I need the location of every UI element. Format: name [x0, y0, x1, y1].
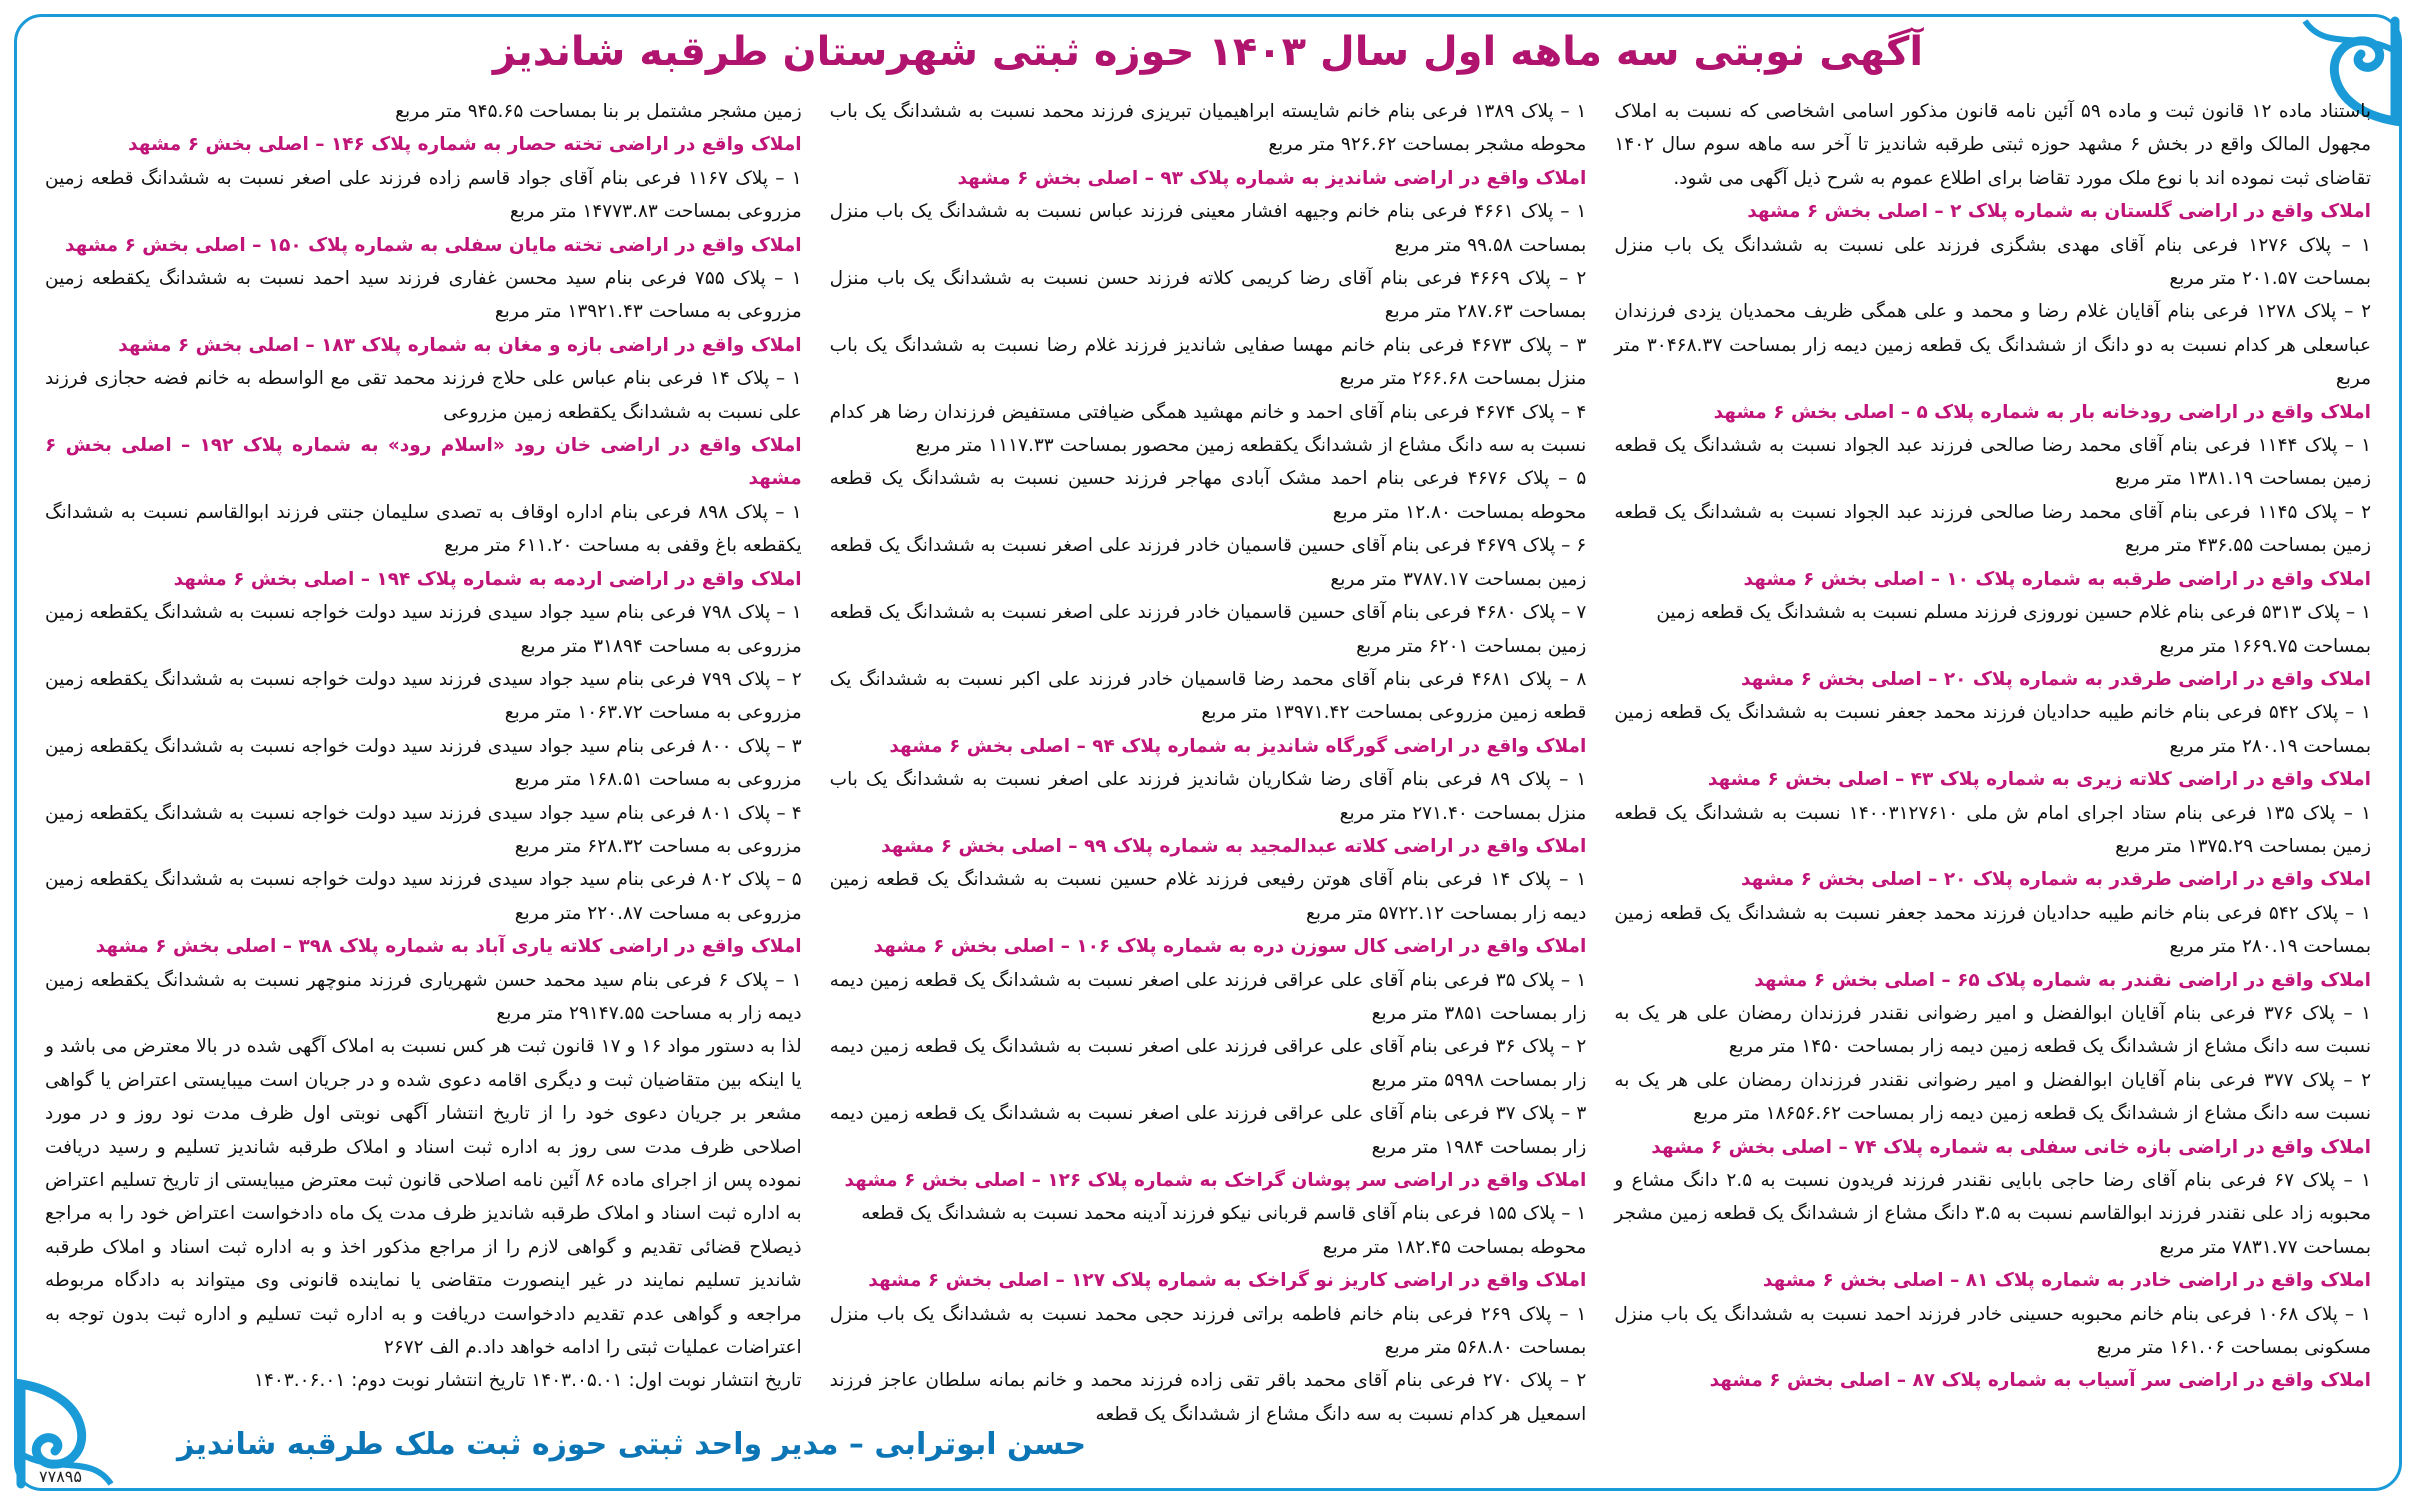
- paragraph: باستناد ماده ۱۲ قانون ثبت و ماده ۵۹ آئین نامه قانون مذکور اسامی اشخاصی که نسبت به املاک مجهول المالک واقع در بخش ۶ مشهد حوزه ثبتی طرقبه شاندیز تا آخر سه ماهه سوم سال ۱۴۰۲ تقاضای ثبت نموده اند با نوع ملک مورد تقاضا برای اطلاع عموم به شرح ذیل آگهی می شود.: [1614, 101, 2372, 189]
- paragraph: ۱ – پلاک ۶ فرعی بنام سید محمد حسن شهریاری فرزند منوچهر نسبت به ششدانگ یکقطعه زمین دیمه زار به مساحت ۲۹۱۴۷.۵۵ متر مربع: [44, 969, 802, 1024]
- paragraph: ۱ – پلاک ۳۵ فرعی بنام آقای علی عراقی فرزند علی اصغر نسبت به ششدانگ یک قطعه زمین دیمه زار بمساحت ۳۸۵۱ متر مربع: [829, 969, 1587, 1024]
- ad-columns: [44, 95, 2372, 1425]
- paragraph: ۱ – پلاک ۷۹۸ فرعی بنام سید جواد سیدی فرزند سید دولت خواجه نسبت به ششدانگ یکقطعه زمین مزروعی به مساحت ۳۱۸۹۴ متر مربع: [44, 602, 802, 657]
- section-heading: املاک واقع در اراضی طرقدر به شماره پلاک ۲۰ – اصلی بخش ۶ مشهد: [1740, 668, 2371, 690]
- paragraph: ۲ – پلاک ۷۹۹ فرعی بنام سید جواد سیدی فرزند سید دولت خواجه نسبت به ششدانگ یکقطعه زمین مزروعی به مساحت ۱۰۶۳.۷۲ متر مربع: [44, 668, 802, 724]
- section-heading: املاک واقع در اراضی اردمه به شماره پلاک ۱۹۴ – اصلی بخش ۶ مشهد: [173, 568, 802, 590]
- paragraph: ۵ – پلاک ۴۶۷۶ فرعی بنام احمد مشک آبادی مهاجر فرزند حسین نسبت به ششدانگ یک قطعه محوطه بمساحت ۱۲.۸۰ متر مربع: [829, 468, 1587, 523]
- section-heading: املاک واقع در اراضی خادر به شماره پلاک ۸۱ – اصلی بخش ۶ مشهد: [1762, 1270, 2371, 1292]
- paragraph: ۱ – پلاک ۵۴۲ فرعی بنام خانم طیبه حدادیان فرزند محمد جعفر نسبت به ششدانگ یک قطعه زمین بمساحت ۲۸۰.۱۹ متر مربع: [1614, 902, 2371, 958]
- paragraph: ۱ – پلاک ۴۶۶۱ فرعی بنام خانم وجیهه افشار معینی فرزند عباس نسبت به ششدانگ یک باب منزل بمساحت ۹۹.۵۸ متر مربع: [829, 201, 1587, 256]
- paragraph: ۳ – پلاک ۴۶۷۳ فرعی بنام خانم مهسا صفایی شاندیز فرزند غلام رضا نسبت به ششدانگ یک باب منزل بمساحت ۲۶۶.۶۸ متر مربع: [829, 334, 1587, 390]
- paragraph: ۱ – پلاک ۵۴۲ فرعی بنام خانم طیبه حدادیان فرزند محمد جعفر نسبت به ششدانگ یک قطعه زمین بمساحت ۲۸۰.۱۹ متر مربع: [1614, 702, 2371, 757]
- section-heading: املاک واقع در اراضی کلاته زیری به شماره پلاک ۴۳ – اصلی بخش ۶ مشهد: [1707, 769, 2371, 791]
- section-heading: املاک واقع در اراضی طرقدر به شماره پلاک ۲۰ – اصلی بخش ۶ مشهد: [1740, 869, 2371, 891]
- section-heading: املاک واقع در اراضی گلستان به شماره پلاک ۲ – اصلی بخش ۶ مشهد: [1747, 201, 2371, 223]
- section-heading: املاک واقع در اراضی شاندیز به شماره پلاک ۹۳ – اصلی بخش ۶ مشهد: [957, 167, 1587, 189]
- section-heading: املاک واقع در اراضی بازه و مغان به شماره پلاک ۱۸۳ – اصلی بخش ۶ مشهد: [118, 334, 802, 356]
- section-heading: املاک واقع در اراضی سر آسیاب به شماره پلاک ۸۷ – اصلی بخش ۶ مشهد: [1709, 1370, 2371, 1392]
- column-left: [45, 95, 802, 1396]
- section-heading: املاک واقع در اراضی خان رود «اسلام رود» به شماره پلاک ۱۹۲ – اصلی بخش ۶ مشهد: [44, 435, 802, 490]
- paragraph: ۲ – پلاک ۳۷۷ فرعی بنام آقایان ابوالفضل و امیر رضوانی نقندر فرزندان رمضان علی هر یک به نسبت سه دانگ مشاع از ششدانگ یک قطعه زمین دیمه زار بمساحت ۱۸۶۵۶.۶۲ متر مربع: [1614, 1069, 2371, 1125]
- paragraph: لذا به دستور مواد ۱۶ و ۱۷ قانون ثبت هر کس نسبت به املاک آگهی شده در بالا معترض می باشد و یا اینکه بین متقاضیان ثبت و دیگری اقامه دعوی شده و در جریان است میبایستی اعتراض یا گواهی مشعر بر جریان دعوی خود را از تاریخ انتشار آگهی نوبتی اول ظرف مدت نود روز و در مورد اصلاحی ظرف مدت سی روز به اداره ثبت اسناد و املاک طرقبه شاندیز تسلیم و رسید دریافت نموده پس از اجرای ماده ۸۶ آئین نامه اصلاحی قانون ثبت معترض میبایستی از تاریخ تسلیم اعتراض به اداره ثبت اسناد و املاک طرقبه شاندیز ظرف مدت یک ماه دادخواست اعتراض خود را به مراجع ذیصلاح قضائی تقدیم و گواهی لازم را از مراجع مذکور اخذ و به اداره ثبت اسناد و املاک طرقبه شاندیز تسلیم نمایند در غیر اینصورت متقاضی یا نماینده قانونی وی میتواند به دادگاه مربوطه مراجعه و گواهی عدم تقدیم دادخواست دریافت و به اداره ثبت تسلیم و اداره ثبت بدون توجه به اعتراضات عملیات ثبتی را ادامه خواهد داد.م الف ۲۶۷۲: [44, 1036, 802, 1359]
- column-right: [1614, 95, 2371, 1396]
- section-heading: املاک واقع در اراضی گورگاه شاندیز به شماره پلاک ۹۴ – اصلی بخش ۶ مشهد: [889, 735, 1587, 757]
- section-heading: املاک واقع در اراضی بازه خانی سفلی به شماره پلاک ۷۴ – اصلی بخش ۶ مشهد: [1651, 1136, 2371, 1158]
- ad-title: آگهی نوبتی سه ماهه اول سال ۱۴۰۳ حوزه ثبتی شهرستان طرقبه شاندیز: [492, 29, 1924, 75]
- ad-frame: [14, 14, 2402, 1491]
- paragraph: ۱ – پلاک ۱۴ فرعی بنام عباس علی حلاج فرزند محمد تقی مع الواسطه به خانم فضه حجازی فرزند علی نسبت به ششدانگ یکقطعه زمین مزروعی: [44, 368, 802, 423]
- section-heading: املاک واقع در اراضی رودخانه بار به شماره پلاک ۵ – اصلی بخش ۶ مشهد: [1713, 401, 2371, 423]
- paragraph: ۱ – پلاک ۳۷۶ فرعی بنام آقایان ابوالفضل و امیر رضوانی نقندر فرزندان رمضان علی هر یک به نسبت سه دانگ مشاع از ششدانگ یک قطعه زمین دیمه زار بمساحت ۱۴۵۰ متر مربع: [1614, 1002, 2371, 1058]
- paragraph: ۴ – پلاک ۴۶۷۴ فرعی بنام آقای احمد و خانم مهشید همگی ضیافتی مستفیض فرزندان رضا هر کدام نسبت به سه دانگ مشاع از ششدانگ یکقطعه زمین محصور بمساحت ۱۱۱۷.۳۳ متر مربع: [829, 401, 1587, 457]
- paragraph: ۱ – پلاک ۸۹ فرعی بنام آقای رضا شکاریان شاندیز فرزند علی اصغر نسبت به ششدانگ یک باب منزل بمساحت ۲۷۱.۴۰ متر مربع: [829, 769, 1587, 824]
- section-heading: املاک واقع در اراضی کاریز نو گراخک به شماره پلاک ۱۲۷ – اصلی بخش ۶ مشهد: [868, 1270, 1587, 1292]
- paragraph: ۴ – پلاک ۸۰۱ فرعی بنام سید جواد سیدی فرزند سید دولت خواجه نسبت به ششدانگ یکقطعه زمین مزروعی به مساحت ۶۲۸.۳۲ متر مربع: [44, 802, 802, 857]
- paragraph: ۳ – پلاک ۳۷ فرعی بنام آقای علی عراقی فرزند علی اصغر نسبت به ششدانگ یک قطعه زمین دیمه زار بمساحت ۱۹۸۴ متر مربع: [829, 1103, 1587, 1158]
- paragraph: ۱ – پلاک ۱۵۵ فرعی بنام آقای قاسم قربانی نیکو فرزند آدینه محمد نسبت به ششدانگ یک قطعه: [861, 1203, 1587, 1225]
- paragraph: ۱ – پلاک ۶۷ فرعی بنام آقای رضا حاجی بابایی نقندر فرزند فریدون نسبت به ۲.۵ دانگ مشاع و محبوبه زاد علی نقندر فرزند ابوالقاسم نسبت به ۳.۵ دانگ مشاع از ششدانگ یک قطعه زمین مشجر بمساحت ۷۸۳۱.۷۷ متر مربع: [1614, 1170, 2371, 1258]
- section-heading: املاک واقع در اراضی طرقبه به شماره پلاک ۱۰ – اصلی بخش ۶ مشهد: [1743, 568, 2371, 590]
- ad-code: ۷۷۸۹۵: [39, 1467, 82, 1486]
- paragraph: ۲ – پلاک ۲۷۰ فرعی بنام آقای محمد باقر تقی زاده فرزند محمد و خانم بمانه سلطان عاجز فرزند اسمعیل هر کدام نسبت به سه دانگ مشاع از ششدانگ یک قطعه: [829, 1370, 1587, 1425]
- section-heading: املاک واقع در اراضی کلاته یاری آباد به شماره پلاک ۳۹۸ – اصلی بخش ۶ مشهد: [95, 936, 802, 958]
- paragraph: ۶ – پلاک ۴۶۷۹ فرعی بنام آقای حسین قاسمیان خادر فرزند علی اصغر نسبت به ششدانگ یک قطعه زمین بمساحت ۳۷۸۷.۱۷ متر مربع: [829, 535, 1587, 590]
- paragraph: ۱ – پلاک ۱۳۵ فرعی بنام ستاد اجرای امام ش ملی ۱۴۰۰۳۱۲۷۶۱۰ نسبت به ششدانگ یک قطعه زمین بمساحت ۱۳۷۵.۲۹ متر مربع: [1614, 802, 2371, 857]
- paragraph: ۷ – پلاک ۴۶۸۰ فرعی بنام آقای حسین قاسمیان خادر فرزند علی اصغر نسبت به ششدانگ یک قطعه زمین بمساحت ۶۲۰۱ متر مربع: [829, 602, 1587, 657]
- paragraph: ۱ – پلاک ۱۰۶۸ فرعی بنام خانم محبوبه حسینی خادر فرزند احمد نسبت به ششدانگ یک باب منزل مسکونی بمساحت ۱۶۱.۰۶ متر مربع: [1614, 1303, 2371, 1359]
- paragraph: ۱ – پلاک ۱۱۴۴ فرعی بنام آقای محمد رضا صالحی فرزند عبد الجواد نسبت به ششدانگ یک قطعه زمین بمساحت ۱۳۸۱.۱۹ متر مربع: [1614, 435, 2372, 490]
- paragraph: ۱ – پلاک ۱۲۷۶ فرعی بنام آقای مهدی بشگزی فرزند علی نسبت به ششدانگ یک باب منزل بمساحت ۲۰۱.۵۷ متر مربع: [1614, 234, 2371, 290]
- signature: حسن ابوترابی – مدیر واحد ثبتی حوزه ثبت ملک طرقبه شاندیز: [177, 1427, 1087, 1462]
- paragraph: ۱ – پلاک ۲۶۹ فرعی بنام خانم فاطمه براتی فرزند حجی محمد نسبت به ششدانگ یک باب منزل بمساحت ۵۶۸.۸۰ متر مربع: [829, 1303, 1587, 1359]
- paragraph: بمساحت ۱۶۶۹.۷۵ متر مربع: [2159, 635, 2371, 657]
- paragraph: تاریخ انتشار نوبت اول: ۱۴۰۳.۰۵.۰۱ تاریخ انتشار نوبت دوم: ۱۴۰۳.۰۶.۰۱: [254, 1370, 802, 1392]
- paragraph: محوطه بمساحت ۱۸۲.۴۵ متر مربع: [1322, 1236, 1587, 1258]
- paragraph: ۳ – پلاک ۸۰۰ فرعی بنام سید جواد سیدی فرزند سید دولت خواجه نسبت به ششدانگ یکقطعه زمین مزروعی به مساحت ۱۶۸.۵۱ متر مربع: [44, 735, 802, 791]
- section-heading: املاک واقع در اراضی سر پوشان گراخک به شماره پلاک ۱۲۶ – اصلی بخش ۶ مشهد: [844, 1170, 1587, 1191]
- paragraph: ۲ – پلاک ۱۲۷۸ فرعی بنام آقایان غلام رضا و محمد و علی همگی ظریف محمدیان یزدی فرزندان عباسعلی هر کدام نسبت به دو دانگ از ششدانگ یک قطعه زمین دیمه زار بمساحت ۳۰۴۶۸.۳۷ متر مربع: [1614, 301, 2372, 390]
- section-heading: املاک واقع در اراضی کلاته عبدالمجید به شماره پلاک ۹۹ – اصلی بخش ۶ مشهد: [881, 835, 1587, 857]
- paragraph: ۱ – پلاک ۵۳۱۳ فرعی بنام غلام حسین نوروزی فرزند مسلم نسبت به ششدانگ یک قطعه زمین: [1656, 602, 2371, 624]
- paragraph: ۱ – پلاک ۱۴ فرعی بنام آقای هوتن رفیعی فرزند غلام حسین نسبت به ششدانگ یک قطعه زمین دیمه زار بمساحت ۵۷۲۲.۱۲ متر مربع: [829, 869, 1587, 924]
- section-heading: املاک واقع در اراضی تخته حصار به شماره پلاک ۱۴۶ – اصلی بخش ۶ مشهد: [128, 134, 802, 156]
- column-middle: [829, 95, 1587, 1425]
- paragraph: ۱ – پلاک ۷۵۵ فرعی بنام سید محسن غفاری فرزند سید احمد نسبت به ششدانگ یکقطعه زمین مزروعی به مساحت ۱۳۹۲۱.۴۳ متر مربع: [44, 268, 802, 323]
- paragraph: ۲ – پلاک ۱۱۴۵ فرعی بنام آقای محمد رضا صالحی فرزند عبد الجواد نسبت به ششدانگ یک قطعه زمین بمساحت ۴۳۶.۵۵ متر مربع: [1614, 501, 2372, 557]
- paragraph: ۲ – پلاک ۴۶۶۹ فرعی بنام آقای رضا کریمی کلاته فرزند حسن نسبت به ششدانگ یک باب منزل بمساحت ۲۸۷.۶۳ متر مربع: [829, 268, 1587, 323]
- paragraph: ۵ – پلاک ۸۰۲ فرعی بنام سید جواد سیدی فرزند سید دولت خواجه نسبت به ششدانگ یکقطعه زمین مزروعی به مساحت ۲۲۰.۸۷ متر مربع: [44, 869, 802, 924]
- paragraph: ۲ – پلاک ۳۶ فرعی بنام آقای علی عراقی فرزند علی اصغر نسبت به ششدانگ یک قطعه زمین دیمه زار بمساحت ۵۹۹۸ متر مربع: [829, 1036, 1587, 1091]
- paragraph: ۱ – پلاک ۱۱۶۷ فرعی بنام آقای جواد قاسم زاده فرزند علی اصغر نسبت به ششدانگ قطعه زمین مزروعی بمساحت ۱۴۷۷۳.۸۳ متر مربع: [44, 167, 802, 223]
- section-heading: املاک واقع در اراضی نقندر به شماره پلاک ۶۵ – اصلی بخش ۶ مشهد: [1754, 969, 2371, 991]
- paragraph: زمین مشجر مشتمل بر بنا بمساحت ۹۴۵.۶۵ متر مربع: [395, 101, 802, 122]
- paragraph: ۱ – پلاک ۱۳۸۹ فرعی بنام خانم شایسته ابراهیمیان تبریزی فرزند محمد نسبت به ششدانگ یک باب محوطه مشجر بمساحت ۹۲۶.۶۲ متر مربع: [829, 101, 1587, 156]
- section-heading: املاک واقع در اراضی تخته مایان سفلی به شماره پلاک ۱۵۰ – اصلی بخش ۶ مشهد: [64, 234, 802, 256]
- section-heading: املاک واقع در اراضی کال سوزن دره به شماره پلاک ۱۰۶ – اصلی بخش ۶ مشهد: [873, 936, 1587, 958]
- paragraph: ۱ – پلاک ۸۹۸ فرعی بنام اداره اوقاف به تصدی سلیمان جنتی فرزند ابوالقاسم نسبت به ششدانگ یکقطعه باغ وقفی به مساحت ۶۱۱.۲۰ متر مربع: [44, 501, 802, 557]
- paragraph: ۸ – پلاک ۴۶۸۱ فرعی بنام آقای محمد رضا قاسمیان خادر فرزند علی اکبر نسبت به ششدانگ یک قطعه زمین مزروعی بمساحت ۱۳۹۷۱.۴۲ متر مربع: [829, 668, 1587, 724]
